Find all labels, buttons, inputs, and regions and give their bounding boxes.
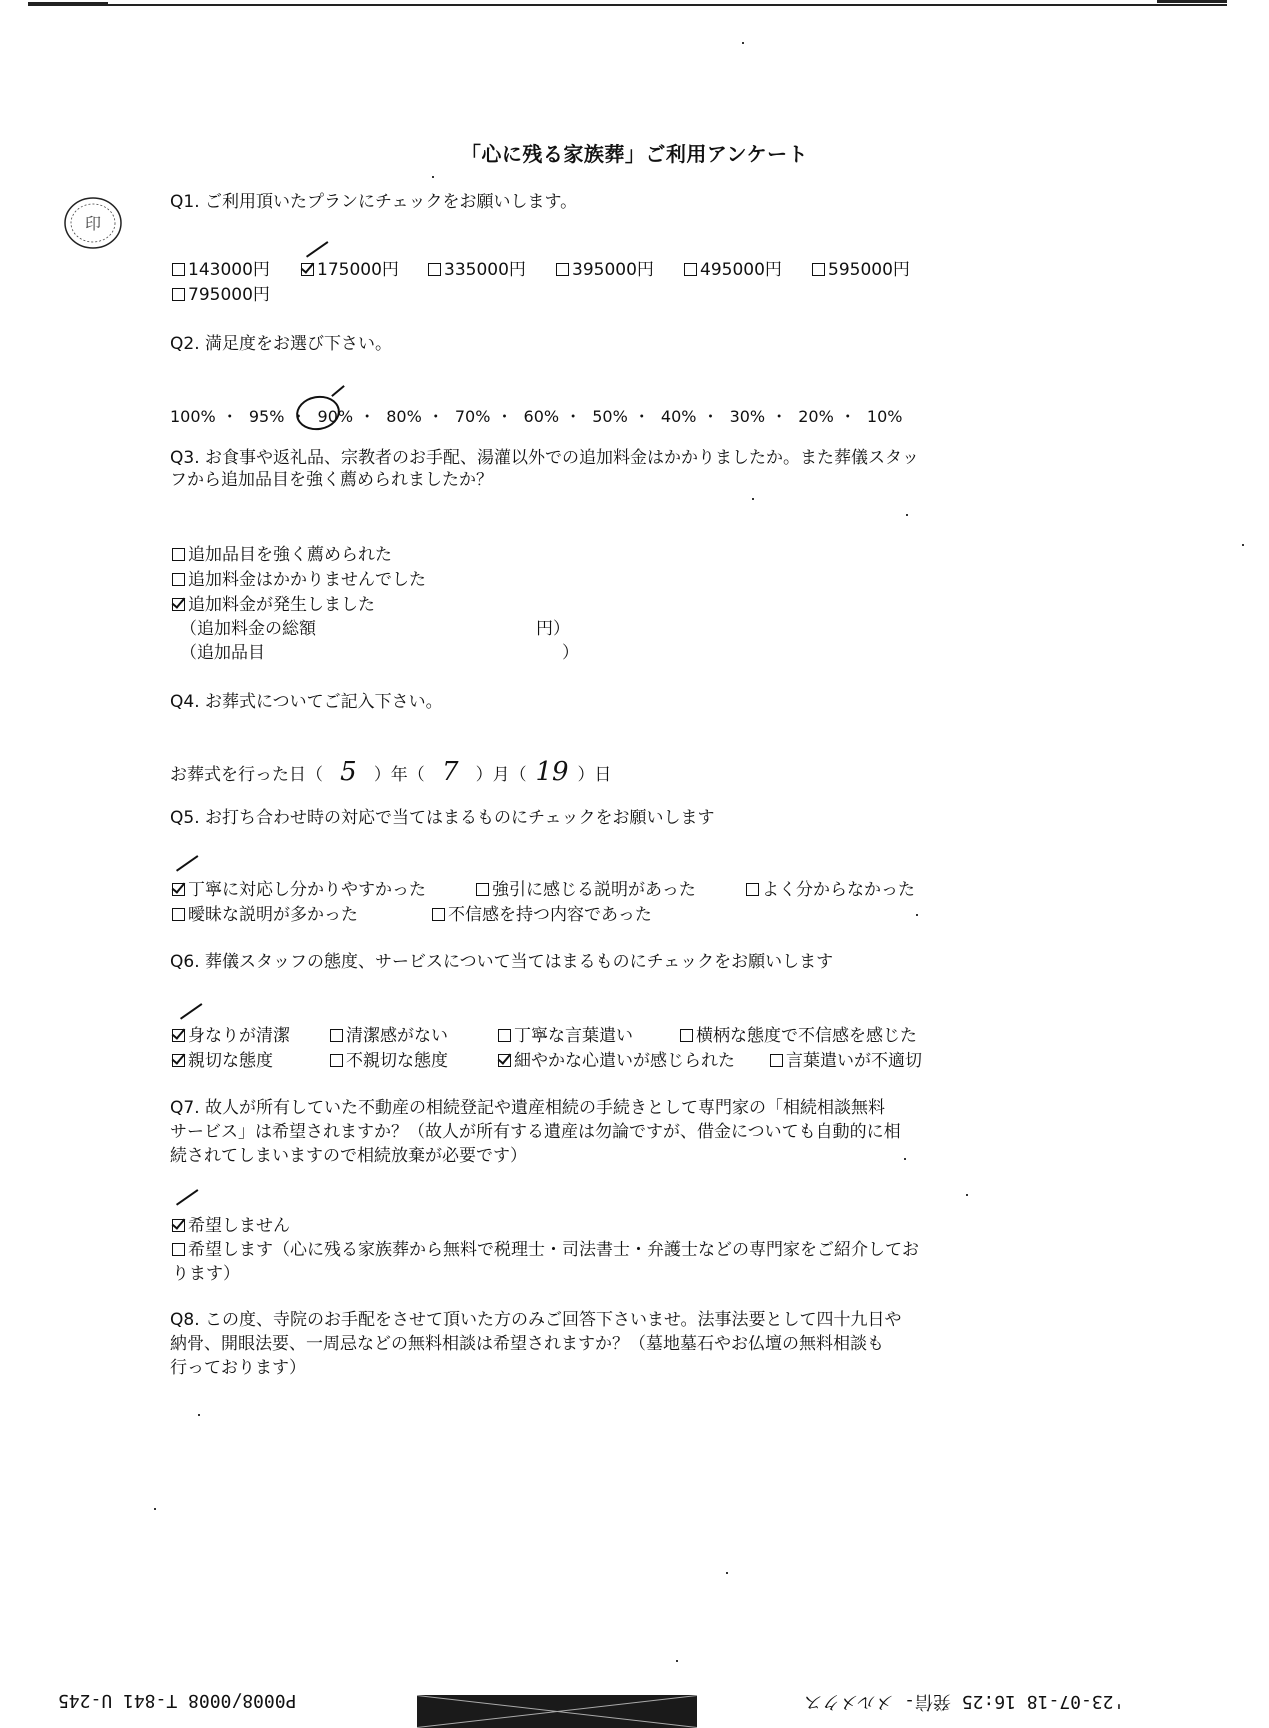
checkbox[interactable] <box>330 1029 343 1042</box>
q4-year-value[interactable]: 5 <box>340 757 357 787</box>
q2-satisfaction-scale: 100% ・ 95% ・ 90% ・ 80% ・ 70% ・ 60% ・ 50% ・ 40% ・ 30% ・ 20% ・ 10% <box>170 407 903 426</box>
q3-items-label: （追加品目 <box>180 643 265 663</box>
page-title: 「心に残る家族葬」ご利用アンケート <box>460 142 809 166</box>
checkbox[interactable] <box>556 263 569 276</box>
q1-question: Q1. ご利用頂いたプランにチェックをお願いします。 <box>170 192 578 212</box>
scan-speck <box>966 1194 968 1196</box>
checkbox[interactable] <box>172 288 185 301</box>
redacted-block <box>417 1695 697 1728</box>
q3-question-line2: フから追加品目を強く薦められましたか？ <box>170 470 493 490</box>
fax-top-mark <box>1157 0 1227 3</box>
q8-question-line3: 行っております） <box>170 1358 306 1378</box>
q4-month-value[interactable]: 7 <box>441 757 459 787</box>
q3-option-no-extra-charge[interactable]: 追加料金はかかりませんでした <box>172 570 426 590</box>
checkbox[interactable] <box>330 1054 343 1067</box>
checkbox[interactable] <box>172 908 185 921</box>
q4-date-line: お葬式を行った日（ 5 ）年（ 7 ）月（ 19 ）日 <box>170 757 612 787</box>
fax-footer-sender: '23-07-18 16:25 発信- メルメクス <box>804 1691 1125 1712</box>
q1-option-795000[interactable]: 795000円 <box>172 285 270 305</box>
q1-option-143000[interactable]: 143000円 <box>172 260 270 280</box>
scan-speck <box>1242 544 1244 546</box>
checkbox[interactable] <box>172 548 185 561</box>
q2-option[interactable]: 70% <box>454 407 491 426</box>
scan-speck <box>676 1660 678 1662</box>
q5-question: Q5. お打ち合わせ時の対応で当てはまるものにチェックをお願いします <box>170 808 715 828</box>
q2-option[interactable]: 30% <box>729 407 766 426</box>
checkbox[interactable] <box>476 883 489 896</box>
checkbox[interactable] <box>746 883 759 896</box>
q2-option[interactable]: 60% <box>523 407 560 426</box>
q7-question-line3: 続されてしまいますので相続放棄が必要です） <box>170 1146 527 1166</box>
fax-top-mark <box>28 2 108 5</box>
q2-option[interactable]: 40% <box>660 407 697 426</box>
checkbox[interactable] <box>172 263 185 276</box>
q6-question: Q6. 葬儀スタッフの態度、サービスについて当てはまるものにチェックをお願いします <box>170 952 834 972</box>
fax-footer-page-info: P0008/0008 T-841 U-245 <box>58 1690 297 1711</box>
q1-option-395000[interactable]: 395000円 <box>556 260 654 280</box>
svg-text:印: 印 <box>84 214 102 233</box>
checkbox[interactable] <box>684 263 697 276</box>
scan-speck <box>726 1572 728 1574</box>
q3-total-unit: 円） <box>536 619 570 639</box>
q2-option[interactable]: 10% <box>866 407 903 426</box>
q8-question-line2: 納骨、開眼法要、一周忌などの無料相談は希望されますか？（墓地墓石やお仏壇の無料相談も <box>170 1334 884 1354</box>
q8-question-line1: Q8. この度、寺院のお手配をさせて頂いた方のみご回答下さいませ。法事法要として四十九日や <box>170 1310 902 1330</box>
q6-option-clean-appearance[interactable]: 身なりが清潔 <box>172 1026 290 1046</box>
q2-option-selected[interactable]: 90% <box>317 407 354 426</box>
scan-speck <box>906 514 908 516</box>
q2-option[interactable]: 100% <box>170 407 216 426</box>
checkbox-checked[interactable] <box>498 1054 511 1067</box>
q7-option-wanted[interactable]: 希望します（心に残る家族葬から無料で税理士・司法書士・弁護士などの専門家をご紹介してお <box>172 1240 919 1260</box>
q2-option[interactable]: 50% <box>592 407 628 426</box>
scan-speck <box>916 914 918 916</box>
q6-option-kind[interactable]: 親切な態度 <box>172 1051 273 1071</box>
q7-option-wanted-line2: ります） <box>172 1264 240 1284</box>
q1-option-495000[interactable]: 495000円 <box>684 260 782 280</box>
q7-question-line1: Q7. 故人が所有していた不動産の相続登記や遺産相続の手続きとして専門家の「相続相談無料 <box>170 1098 886 1118</box>
q1-option-595000[interactable]: 595000円 <box>812 260 910 280</box>
q7-option-not-wanted[interactable]: 希望しません <box>172 1216 290 1236</box>
q6-option-not-clean[interactable]: 清潔感がない <box>330 1026 448 1046</box>
checkbox-checked[interactable] <box>172 598 185 611</box>
q5-option-polite[interactable]: 丁寧に対応し分かりやすかった <box>172 880 426 900</box>
scan-speck <box>154 1508 156 1510</box>
checkbox[interactable] <box>770 1054 783 1067</box>
q2-option[interactable]: 80% <box>386 407 422 426</box>
q6-option-arrogant[interactable]: 横柄な態度で不信感を感じた <box>680 1026 917 1046</box>
checkbox[interactable] <box>812 263 825 276</box>
checkbox[interactable] <box>428 263 441 276</box>
checkbox[interactable] <box>172 573 185 586</box>
scan-speck <box>904 1158 906 1160</box>
q3-total-label: （追加料金の総額 <box>180 619 316 639</box>
q5-option-forceful[interactable]: 強引に感じる説明があった <box>476 880 696 900</box>
checkbox-checked[interactable] <box>172 883 185 896</box>
handwritten-selection-circle <box>293 392 342 433</box>
q2-option[interactable]: 20% <box>798 407 834 426</box>
scan-speck <box>752 498 754 500</box>
q5-option-distrust[interactable]: 不信感を持つ内容であった <box>432 905 652 925</box>
checkbox[interactable] <box>432 908 445 921</box>
scan-speck <box>742 42 744 44</box>
scan-speck <box>432 176 434 178</box>
q3-option-extra-charge[interactable]: 追加料金が発生しました <box>172 595 375 615</box>
q2-option[interactable]: 95% <box>248 407 285 426</box>
q4-question: Q4. お葬式についてご記入下さい。 <box>170 692 443 712</box>
q6-option-inappropriate-words[interactable]: 言葉遣いが不適切 <box>770 1051 922 1071</box>
scan-speck <box>198 1414 200 1416</box>
checkbox[interactable] <box>680 1029 693 1042</box>
checkbox[interactable] <box>172 1243 185 1256</box>
q3-question-line1: Q3. お食事や返礼品、宗教者のお手配、湯灌以外での追加料金はかかりましたか。また葬儀スタッ <box>170 448 920 468</box>
q6-option-polite-words[interactable]: 丁寧な言葉遣い <box>498 1026 633 1046</box>
q4-day-value[interactable]: 19 <box>535 757 569 787</box>
q5-option-vague[interactable]: 曖昧な説明が多かった <box>172 905 358 925</box>
q1-option-335000[interactable]: 335000円 <box>428 260 526 280</box>
q1-option-175000[interactable]: 175000円 <box>301 260 399 280</box>
q3-items-close: ） <box>562 643 579 663</box>
q5-option-unclear[interactable]: よく分からなかった <box>746 880 915 900</box>
checkbox-checked[interactable] <box>172 1054 185 1067</box>
handwritten-circle-tail <box>331 385 345 397</box>
seal-stamp-icon <box>62 193 124 253</box>
checkbox-checked[interactable] <box>172 1219 185 1232</box>
checkbox[interactable] <box>498 1029 511 1042</box>
q2-question: Q2. 満足度をお選び下さい。 <box>170 334 393 354</box>
q6-option-attentive[interactable]: 細やかな心遣いが感じられた <box>498 1051 735 1071</box>
q6-option-unkind[interactable]: 不親切な態度 <box>330 1051 448 1071</box>
fax-top-border <box>28 4 1227 6</box>
checkbox-checked[interactable] <box>172 1029 185 1042</box>
q7-question-line2: サービス」は希望されますか？（故人が所有する遺産は勿論ですが、借金についても自動的に相 <box>170 1122 901 1142</box>
q3-option-strongly-recommended[interactable]: 追加品目を強く薦められた <box>172 545 392 565</box>
